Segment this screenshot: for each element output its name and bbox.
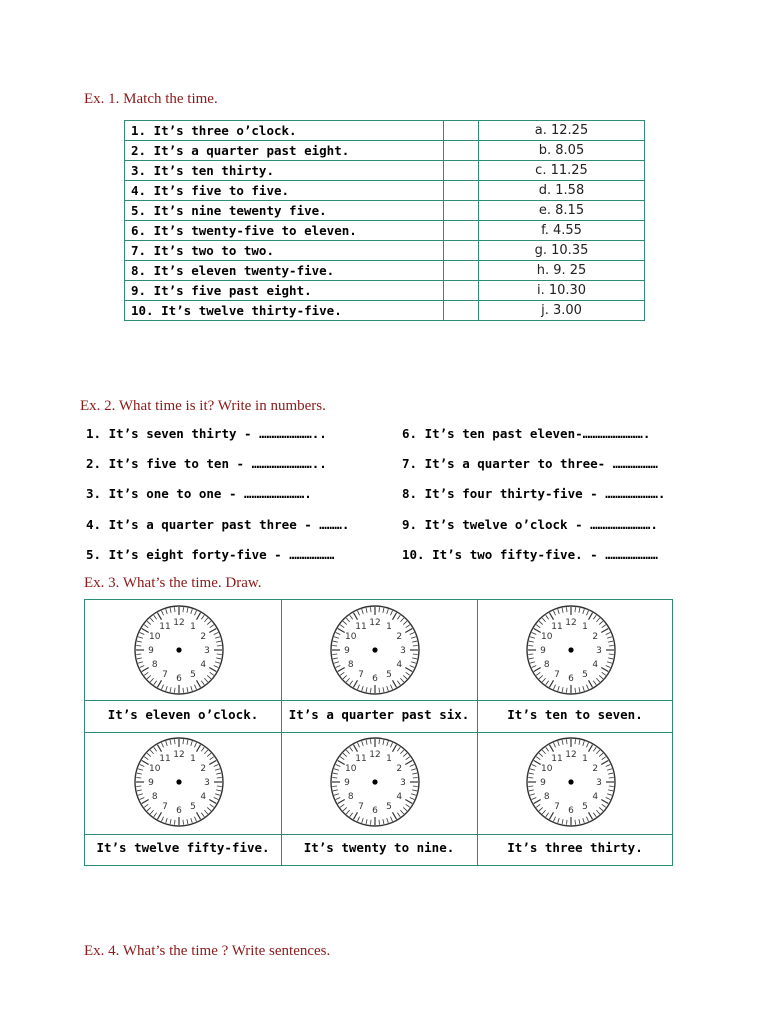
match-option: h. 9. 25	[479, 261, 645, 281]
clock-face-icon	[327, 602, 423, 698]
clock-tick	[332, 654, 337, 655]
clock-number: 4	[396, 792, 403, 802]
match-answer-box[interactable]	[444, 121, 479, 141]
clock-1[interactable]	[131, 602, 227, 702]
clock-number: 8	[151, 792, 158, 802]
clock-caption-5: It’s twenty to nine.	[303, 840, 455, 855]
clock-3[interactable]	[523, 602, 619, 702]
clock-caption-4: It’s twelve fifty-five.	[96, 840, 270, 855]
clock-tick	[175, 739, 176, 744]
clock-number: 1	[190, 621, 196, 632]
clock-number: 5	[386, 802, 392, 813]
clock-4[interactable]	[131, 734, 227, 834]
clock-number: 3	[596, 778, 602, 788]
clock-number: 7	[554, 802, 560, 813]
clock-tick	[528, 646, 533, 647]
clock-number: 8	[151, 660, 158, 670]
clock-tick	[609, 654, 614, 655]
match-answer-box[interactable]	[444, 281, 479, 301]
clock-number: 6	[176, 806, 182, 816]
clock-number: 10	[541, 764, 553, 774]
clock-6[interactable]	[523, 734, 619, 834]
clock-number: 9	[148, 778, 154, 788]
clock-number: 2	[592, 764, 599, 774]
clock-tick	[371, 739, 372, 744]
ex2-item-3: 3. It’s one to one - …………………….	[86, 486, 312, 501]
clock-number: 5	[386, 670, 392, 681]
clock-tick	[609, 646, 614, 647]
clock-number: 1	[386, 621, 392, 632]
clock-tick	[183, 820, 184, 825]
ex2-item-2: 2. It’s five to ten - ……………………..	[86, 456, 327, 471]
clock-tick	[371, 607, 372, 612]
clock-number: 1	[386, 753, 392, 764]
clock-tick	[217, 786, 222, 787]
clock-tick	[413, 778, 418, 779]
clock-caption-3: It’s ten to seven.	[507, 707, 643, 722]
clock-number: 7	[162, 802, 168, 813]
clock-tick	[371, 688, 372, 693]
clock-number: 1	[190, 753, 196, 764]
ex2-title: Ex. 2. What time is it? Write in numbers.	[80, 398, 326, 414]
match-answer-box[interactable]	[444, 141, 479, 161]
ex1-title: Ex. 1. Match the time.	[84, 91, 218, 107]
clock-number: 9	[540, 646, 546, 656]
clock-number: 10	[345, 764, 357, 774]
clock-tick	[332, 786, 337, 787]
clock-number: 4	[592, 660, 599, 670]
match-sentence: 6. It’s twenty-five to eleven.	[125, 221, 444, 241]
clock-face-icon	[131, 602, 227, 698]
match-row	[125, 141, 645, 161]
ex2-item-5: 5. It’s eight forty-five - ………………	[86, 547, 335, 562]
clock-number: 1	[582, 621, 588, 632]
clock-number: 10	[149, 764, 161, 774]
match-row	[125, 161, 645, 181]
clock-tick	[528, 778, 533, 779]
clock-number: 6	[568, 674, 574, 684]
clock-tick	[609, 786, 614, 787]
clock-number: 10	[149, 632, 161, 642]
clock-number: 8	[543, 660, 550, 670]
match-sentence: 4. It’s five to five.	[125, 181, 444, 201]
clock-number: 8	[347, 792, 354, 802]
grid-divider	[85, 834, 672, 835]
match-option: e. 8.15	[479, 201, 645, 221]
clock-tick	[379, 607, 380, 612]
match-row	[125, 281, 645, 301]
clock-tick	[217, 778, 222, 779]
clock-tick	[332, 778, 337, 779]
match-option: i. 10.30	[479, 281, 645, 301]
clock-number: 9	[148, 646, 154, 656]
clock-face-icon	[327, 734, 423, 830]
clock-tick	[413, 654, 418, 655]
clock-center	[372, 779, 377, 784]
match-sentence: 1. It’s three o’clock.	[125, 121, 444, 141]
match-row	[125, 301, 645, 321]
clock-tick	[575, 607, 576, 612]
match-answer-box[interactable]	[444, 301, 479, 321]
match-answer-box[interactable]	[444, 241, 479, 261]
clock-number: 2	[592, 632, 599, 642]
clock-tick	[136, 778, 141, 779]
clock-center	[372, 647, 377, 652]
clock-tick	[567, 607, 568, 612]
clock-number: 1	[582, 753, 588, 764]
clock-center	[176, 779, 181, 784]
clock-number: 12	[565, 750, 577, 760]
clock-number: 4	[200, 660, 207, 670]
match-answer-box[interactable]	[444, 221, 479, 241]
clock-tick	[136, 646, 141, 647]
ex2-item-7: 7. It’s a quarter to three- ………………	[402, 456, 658, 471]
clock-tick	[379, 739, 380, 744]
match-row	[125, 121, 645, 141]
match-row	[125, 181, 645, 201]
clock-tick	[183, 688, 184, 693]
match-sentence: 10. It’s twelve thirty-five.	[125, 301, 444, 321]
match-answer-box[interactable]	[444, 181, 479, 201]
clock-number: 12	[565, 618, 577, 628]
clock-number: 3	[400, 646, 406, 656]
match-answer-box[interactable]	[444, 261, 479, 281]
clock-number: 9	[344, 646, 350, 656]
ex2-item-9: 9. It’s twelve o’clock - …………………….	[402, 517, 658, 532]
clock-tick	[528, 786, 533, 787]
clock-face-icon	[131, 734, 227, 830]
clock-tick	[567, 739, 568, 744]
match-row	[125, 221, 645, 241]
match-row	[125, 201, 645, 221]
clock-number: 4	[592, 792, 599, 802]
match-option: c. 11.25	[479, 161, 645, 181]
clock-tick	[567, 820, 568, 825]
clock-face-icon	[523, 734, 619, 830]
clock-number: 8	[347, 660, 354, 670]
clock-number: 3	[400, 778, 406, 788]
ex4-title: Ex. 4. What’s the time ? Write sentences.	[84, 943, 331, 959]
clock-number: 7	[358, 670, 364, 681]
match-sentence: 2. It’s a quarter past eight.	[125, 141, 444, 161]
clock-tick	[379, 688, 380, 693]
clock-number: 11	[159, 753, 171, 764]
clock-tick	[217, 654, 222, 655]
match-answer-box[interactable]	[444, 201, 479, 221]
clock-number: 11	[159, 621, 171, 632]
match-option: a. 12.25	[479, 121, 645, 141]
match-option: g. 10.35	[479, 241, 645, 261]
clock-tick	[528, 654, 533, 655]
ex2-item-6: 6. It’s ten past eleven-…………………….	[402, 426, 651, 441]
clock-number: 6	[372, 806, 378, 816]
clock-grid	[84, 599, 673, 866]
ex2-item-1: 1. It’s seven thirty - …………………..	[86, 426, 327, 441]
clock-number: 2	[200, 764, 207, 774]
clock-number: 2	[396, 764, 403, 774]
match-option: j. 3.00	[479, 301, 645, 321]
match-row	[125, 261, 645, 281]
clock-center	[176, 647, 181, 652]
clock-number: 3	[204, 646, 210, 656]
clock-number: 9	[344, 778, 350, 788]
clock-number: 11	[551, 753, 563, 764]
clock-number: 5	[582, 670, 588, 681]
clock-5[interactable]	[327, 734, 423, 834]
clock-number: 2	[396, 632, 403, 642]
clock-number: 9	[540, 778, 546, 788]
clock-tick	[217, 646, 222, 647]
clock-tick	[413, 786, 418, 787]
ex2-item-8: 8. It’s four thirty-five - ………………….	[402, 486, 666, 501]
clock-tick	[136, 654, 141, 655]
clock-number: 5	[190, 802, 196, 813]
clock-tick	[575, 688, 576, 693]
clock-number: 12	[173, 750, 185, 760]
clock-tick	[609, 778, 614, 779]
match-sentence: 9. It’s five past eight.	[125, 281, 444, 301]
clock-number: 10	[345, 632, 357, 642]
clock-tick	[183, 607, 184, 612]
match-sentence: 8. It’s eleven twenty-five.	[125, 261, 444, 281]
clock-number: 7	[162, 670, 168, 681]
clock-number: 12	[369, 618, 381, 628]
clock-number: 7	[554, 670, 560, 681]
clock-tick	[183, 739, 184, 744]
clock-face-icon	[523, 602, 619, 698]
grid-divider	[85, 732, 672, 733]
ex2-item-10: 10. It’s two fifty-five. - …………………	[402, 547, 658, 562]
clock-tick	[332, 646, 337, 647]
clock-tick	[575, 739, 576, 744]
clock-caption-1: It’s eleven o’clock.	[107, 707, 259, 722]
clock-number: 7	[358, 802, 364, 813]
clock-number: 12	[369, 750, 381, 760]
clock-number: 4	[396, 660, 403, 670]
clock-tick	[175, 607, 176, 612]
match-row	[125, 241, 645, 261]
ex2-item-4: 4. It’s a quarter past three - ……….	[86, 517, 350, 532]
clock-tick	[575, 820, 576, 825]
clock-tick	[413, 646, 418, 647]
clock-tick	[379, 820, 380, 825]
clock-number: 8	[543, 792, 550, 802]
clock-number: 11	[355, 621, 367, 632]
clock-number: 12	[173, 618, 185, 628]
clock-center	[568, 647, 573, 652]
match-sentence: 7. It’s two to two.	[125, 241, 444, 261]
clock-number: 3	[204, 778, 210, 788]
clock-caption-6: It’s three thirty.	[507, 840, 643, 855]
ex3-title: Ex. 3. What’s the time. Draw.	[84, 575, 262, 591]
clock-tick	[136, 786, 141, 787]
clock-tick	[567, 688, 568, 693]
clock-number: 10	[541, 632, 553, 642]
match-sentence: 5. It’s nine tewenty five.	[125, 201, 444, 221]
clock-2[interactable]	[327, 602, 423, 702]
match-table	[124, 120, 645, 321]
clock-number: 3	[596, 646, 602, 656]
clock-number: 6	[568, 806, 574, 816]
match-answer-box[interactable]	[444, 161, 479, 181]
clock-caption-2: It’s a quarter past six.	[288, 707, 470, 722]
clock-number: 11	[355, 753, 367, 764]
clock-tick	[371, 820, 372, 825]
clock-number: 11	[551, 621, 563, 632]
clock-number: 6	[372, 674, 378, 684]
clock-center	[568, 779, 573, 784]
clock-number: 5	[582, 802, 588, 813]
clock-tick	[175, 688, 176, 693]
match-option: d. 1.58	[479, 181, 645, 201]
clock-number: 5	[190, 670, 196, 681]
match-option: b. 8.05	[479, 141, 645, 161]
clock-number: 2	[200, 632, 207, 642]
clock-tick	[175, 820, 176, 825]
match-option: f. 4.55	[479, 221, 645, 241]
clock-number: 4	[200, 792, 207, 802]
clock-number: 6	[176, 674, 182, 684]
match-sentence: 3. It’s ten thirty.	[125, 161, 444, 181]
